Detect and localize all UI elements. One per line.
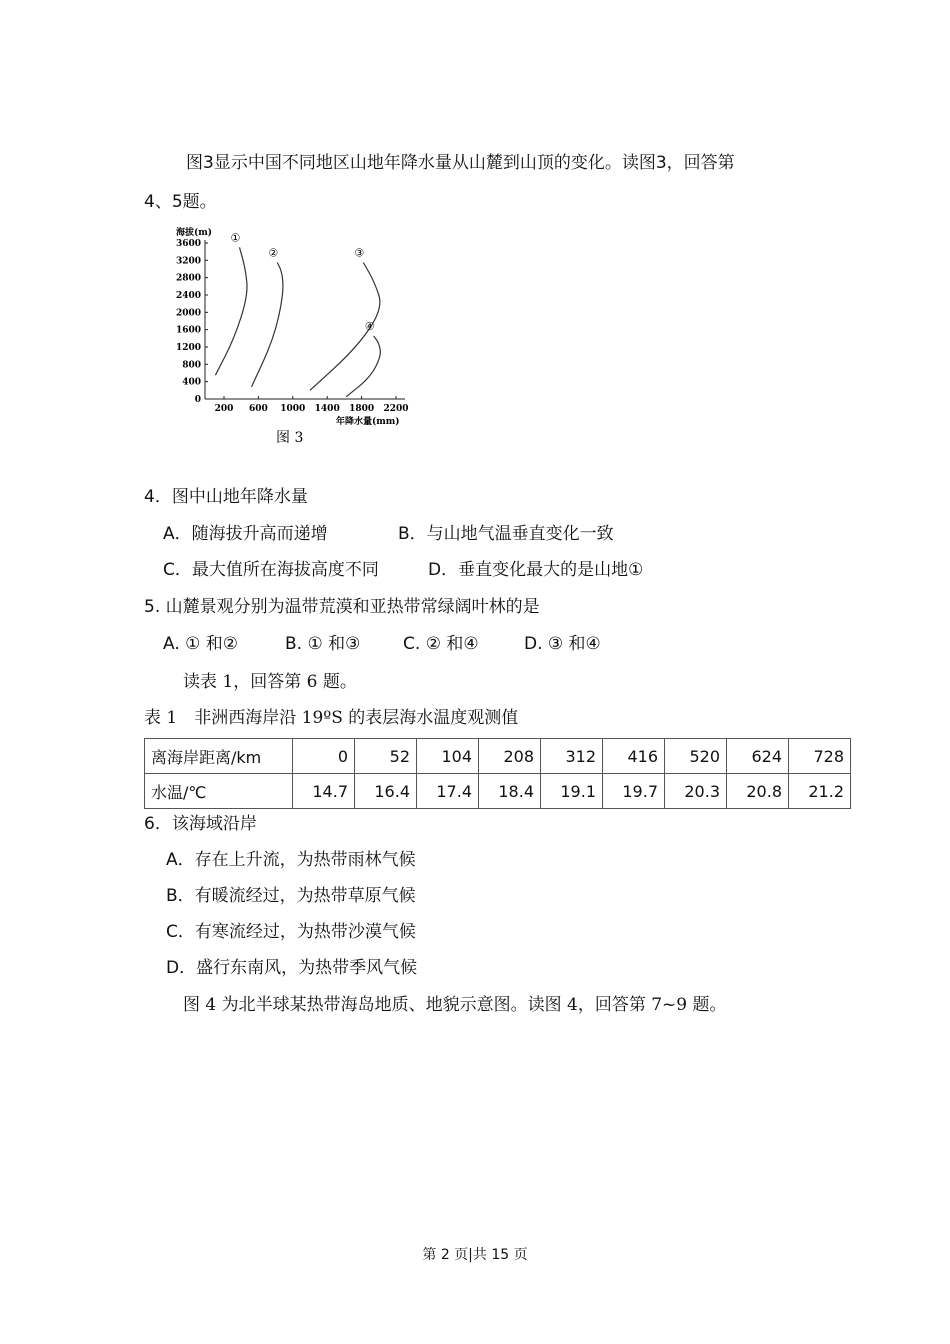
chart-canvas [160, 220, 430, 450]
q4-option-c[interactable] [163, 559, 379, 581]
q4-option-a[interactable] [163, 523, 328, 545]
table-row-distance [145, 739, 851, 774]
option-key: C． [163, 560, 192, 580]
table-cell: 104 [417, 739, 479, 774]
series-label: ② [268, 246, 279, 260]
option-text: ① 和② [185, 634, 239, 654]
row-header: 水温/℃ [145, 774, 293, 809]
svg-text:2200: 2200 [383, 404, 409, 414]
table-cell: 19.1 [541, 774, 603, 809]
option-key: D． [428, 560, 459, 580]
option-text: 有暖流经过，为热带草原气候 [194, 886, 416, 906]
row-header: 离海岸距离/km [145, 739, 293, 774]
option-key: C． [166, 922, 195, 942]
q5-option-d[interactable] [524, 633, 601, 655]
option-text: 与山地气温垂直变化一致 [426, 524, 614, 544]
option-text: 有寒流经过，为热带沙漠气候 [194, 922, 416, 942]
intro-line-1: 图3显示中国不同地区山地年降水量从山麓到山顶的变化。读图3，回答第 [186, 153, 735, 173]
option-key: A. [163, 634, 180, 654]
table-cell: 18.4 [479, 774, 541, 809]
option-text: ② 和④ [425, 634, 479, 654]
svg-text:0: 0 [194, 395, 201, 405]
q4-option-d[interactable] [428, 559, 643, 581]
table-cell: 21.2 [789, 774, 851, 809]
series-curve [346, 336, 380, 397]
table-caption: 表 1 非洲西海岸沿 19ºS 的表层海水温度观测值 [144, 708, 519, 728]
svg-text:1800: 1800 [349, 404, 375, 414]
q6-option-b[interactable] [166, 885, 416, 907]
option-text: 最大值所在海拔高度不同 [191, 560, 379, 580]
table-cell: 20.8 [727, 774, 789, 809]
table-cell: 14.7 [293, 774, 355, 809]
y-ticks [176, 239, 208, 405]
q5-option-c[interactable] [403, 633, 479, 655]
svg-text:200: 200 [214, 404, 234, 414]
option-text: 垂直变化最大的是山地① [458, 560, 644, 580]
svg-text:2000: 2000 [175, 308, 201, 319]
table-cell: 728 [789, 739, 851, 774]
table-intro: 读表 1，回答第 6 题。 [183, 672, 357, 692]
q6-stem: 6．该海域沿岸 [144, 814, 257, 834]
series-label: ① [230, 231, 241, 245]
table-cell: 312 [541, 739, 603, 774]
observation-table [144, 738, 851, 809]
table-cell: 16.4 [355, 774, 417, 809]
q6-option-d[interactable] [166, 957, 417, 979]
series-curve [215, 247, 247, 375]
series-label: ④ [364, 320, 375, 334]
series-label: ③ [354, 246, 365, 260]
option-text: 随海拔升高而递增 [191, 524, 328, 544]
q6-option-c[interactable] [166, 921, 416, 943]
page-footer: 第 2 页|共 15 页 [422, 1247, 528, 1263]
svg-text:3600: 3600 [175, 239, 201, 249]
table-cell: 520 [665, 739, 727, 774]
svg-text:800: 800 [182, 360, 201, 371]
y-axis-label: 海拔(m) [176, 228, 213, 238]
q4-stem: 4．图中山地年降水量 [144, 487, 308, 507]
option-key: D. [524, 634, 543, 654]
q5-option-b[interactable] [285, 633, 360, 655]
option-text: ① 和③ [307, 634, 361, 654]
option-key: B． [166, 886, 195, 906]
svg-text:600: 600 [249, 404, 268, 414]
q4-option-b[interactable] [398, 523, 614, 545]
svg-text:1200: 1200 [175, 343, 201, 353]
intro-line-2: 4、5题。 [144, 192, 217, 212]
svg-text:2400: 2400 [175, 291, 201, 301]
figure-title: 图 3 [276, 430, 304, 446]
table-cell: 208 [479, 739, 541, 774]
option-key: B． [398, 524, 427, 544]
option-text: 存在上升流，为热带雨林气候 [194, 850, 416, 870]
q5-option-a[interactable] [163, 633, 238, 655]
figure-3-chart [160, 220, 430, 450]
option-text: ③ 和④ [547, 634, 601, 654]
q6-option-a[interactable] [166, 849, 416, 871]
option-key: A． [166, 850, 195, 870]
svg-text:2800: 2800 [175, 273, 201, 284]
table-cell: 52 [355, 739, 417, 774]
svg-text:1400: 1400 [314, 404, 340, 414]
table-cell: 0 [293, 739, 355, 774]
x-axis-label: 年降水量(mm) [336, 417, 400, 427]
table-cell: 20.3 [665, 774, 727, 809]
table-cell: 17.4 [417, 774, 479, 809]
svg-text:3200: 3200 [175, 256, 201, 267]
option-text: 盛行东南风，为热带季风气候 [196, 958, 418, 978]
option-key: B. [285, 634, 303, 654]
series-curve [252, 263, 283, 387]
option-key: D． [166, 958, 197, 978]
option-key: A． [163, 524, 192, 544]
q5-stem: 5. 山麓景观分别为温带荒漠和亚热带常绿阔叶林的是 [144, 597, 540, 617]
series-curves [215, 231, 380, 397]
table-cell: 624 [727, 739, 789, 774]
fig4-intro: 图 4 为北半球某热带海岛地质、地貌示意图。读图 4，回答第 7~9 题。 [183, 995, 727, 1015]
option-key: C. [403, 634, 421, 654]
svg-text:400: 400 [182, 377, 201, 388]
table-cell: 416 [603, 739, 665, 774]
svg-text:1600: 1600 [175, 325, 201, 336]
table-cell: 19.7 [603, 774, 665, 809]
table-row-temperature [145, 774, 851, 809]
svg-text:1000: 1000 [280, 404, 306, 414]
